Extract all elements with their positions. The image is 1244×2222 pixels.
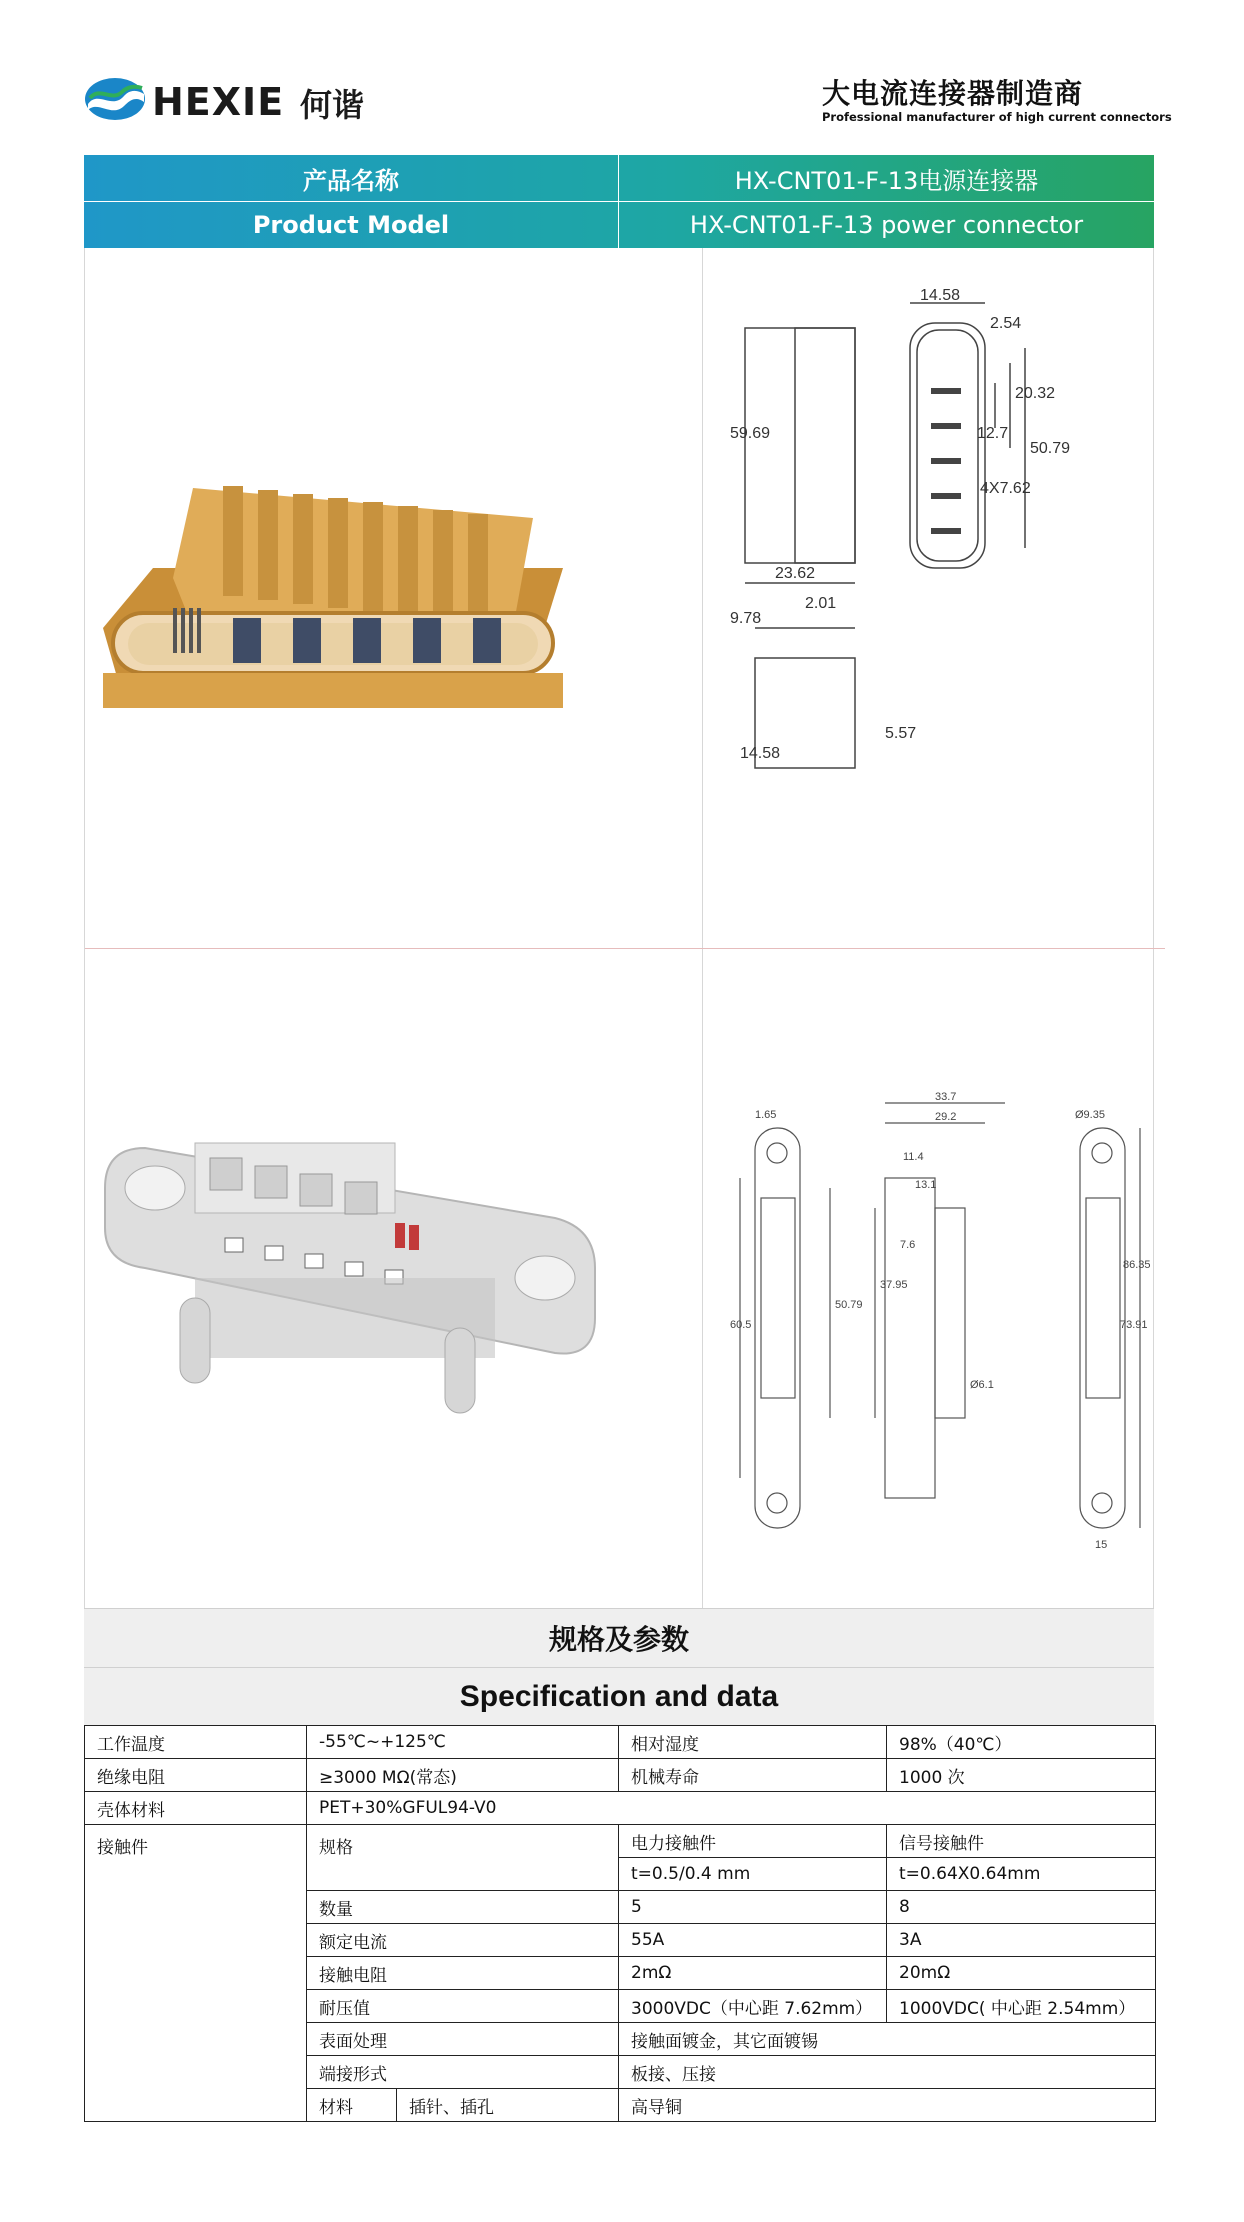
spec-table (84, 1725, 1156, 2122)
spec-value: 20mΩ (887, 1957, 1156, 1990)
spec-value: 5 (619, 1891, 887, 1924)
dim-label: 20.32 (1015, 385, 1056, 402)
spec-title-en: Specification and data (84, 1667, 1154, 1725)
spec-label: 材料 (307, 2089, 397, 2122)
dim-label: 86.35 (1123, 1259, 1151, 1271)
dim-label: 29.2 (935, 1111, 957, 1123)
brand-name-en: HEXIE (152, 80, 285, 124)
slogan-en: Professional manufacturer of high current connectors (822, 110, 1172, 124)
spec-value: 55A (619, 1924, 887, 1957)
spec-label: 数量 (307, 1891, 619, 1924)
spec-value: 高导铜 (619, 2089, 1156, 2122)
spec-label: 规格 (307, 1825, 619, 1891)
connector-render-orange (93, 458, 613, 738)
dim-label: 2.54 (990, 315, 1022, 332)
spec-value: -55℃~+125℃ (307, 1726, 619, 1759)
dim-label: 7.6 (900, 1239, 916, 1251)
spec-label: 绝缘电阻 (85, 1759, 307, 1792)
connector-drawing-bottom (725, 1088, 1151, 1558)
spec-label: 相对湿度 (619, 1726, 887, 1759)
table-row (85, 1792, 1156, 1825)
dim-label: 60.5 (730, 1319, 752, 1331)
grid-divider-vertical (702, 248, 703, 1608)
spec-value: 98%（40℃） (887, 1726, 1156, 1759)
dim-label: 50.79 (835, 1299, 863, 1311)
hexie-logo-icon (84, 76, 146, 122)
dim-label: 5.57 (885, 725, 917, 742)
dim-label: Ø6.1 (970, 1379, 994, 1391)
dim-label: Ø9.35 (1075, 1109, 1105, 1121)
dim-label: 13.1 (915, 1179, 937, 1191)
slogan-cn: 大电流连接器制造商 (822, 77, 1084, 110)
spec-label: 信号接触件 (887, 1825, 1156, 1858)
spec-title-cn: 规格及参数 (84, 1608, 1154, 1667)
product-name-band (84, 155, 1154, 202)
spec-value: 2mΩ (619, 1957, 887, 1990)
spec-value: 3000VDC（中心距 7.62mm） (619, 1990, 887, 2023)
spec-label: 插针、插孔 (397, 2089, 619, 2122)
spec-label: 电力接触件 (619, 1825, 887, 1858)
spec-label: 额定电流 (307, 1924, 619, 1957)
spec-value: 3A (887, 1924, 1156, 1957)
dim-label: 9.78 (730, 610, 762, 627)
dim-label: 1.65 (755, 1109, 777, 1121)
spec-label: 壳体材料 (85, 1792, 307, 1825)
dim-label: 73.91 (1120, 1319, 1148, 1331)
connector-drawing-top (725, 288, 1145, 928)
spec-label: 接触电阻 (307, 1957, 619, 1990)
product-name-label: 产品名称 (84, 155, 619, 201)
product-model-band (84, 202, 1154, 248)
spec-label: 工作温度 (85, 1726, 307, 1759)
product-model-label: Product Model (84, 202, 619, 248)
connector-render-grey (95, 1128, 615, 1448)
spec-label: 耐压值 (307, 1990, 619, 2023)
dim-label: 2.01 (805, 595, 837, 612)
spec-value: 1000VDC( 中心距 2.54mm） (887, 1990, 1156, 2023)
spec-label: 端接形式 (307, 2056, 619, 2089)
spec-value: 8 (887, 1891, 1156, 1924)
product-model-value: HX-CNT01-F-13 power connector (689, 211, 1084, 239)
dim-label: 23.62 (775, 565, 816, 582)
contact-label: 接触件 (85, 1825, 307, 2122)
spec-value: t=0.64X0.64mm (887, 1858, 1156, 1891)
spec-label: 表面处理 (307, 2023, 619, 2056)
table-row (85, 1759, 1156, 1792)
dim-label: 11.4 (903, 1151, 924, 1163)
dim-label: 15 (1095, 1539, 1108, 1551)
dim-label: 12.7 (977, 425, 1009, 442)
spec-value: 接触面镀金，其它面镀锡 (619, 2023, 1156, 2056)
dim-label: 37.95 (880, 1279, 908, 1291)
brand-name-cn: 何谐 (300, 86, 365, 124)
spec-value: ≥3000 MΩ(常态) (307, 1759, 619, 1792)
dim-label: 33.7 (935, 1091, 957, 1103)
spec-value: t=0.5/0.4 mm (619, 1858, 887, 1891)
dim-label: 4X7.62 (980, 480, 1031, 497)
spec-label: 机械寿命 (619, 1759, 887, 1792)
dim-label: 14.58 (740, 745, 781, 762)
dim-label: 14.58 (920, 287, 961, 304)
spec-value: 1000 次 (887, 1759, 1156, 1792)
dim-label: 50.79 (1030, 440, 1071, 457)
product-name-value: HX-CNT01-F-13电源连接器 (734, 166, 1039, 195)
spec-value: PET+30%GFUL94-V0 (307, 1792, 1156, 1825)
dim-label: 59.69 (730, 425, 771, 442)
table-row (85, 1825, 1156, 1858)
grid-divider-horizontal (85, 948, 1165, 949)
table-row (85, 1726, 1156, 1759)
product-image-grid (84, 248, 1154, 1608)
spec-value: 板接、压接 (619, 2056, 1156, 2089)
